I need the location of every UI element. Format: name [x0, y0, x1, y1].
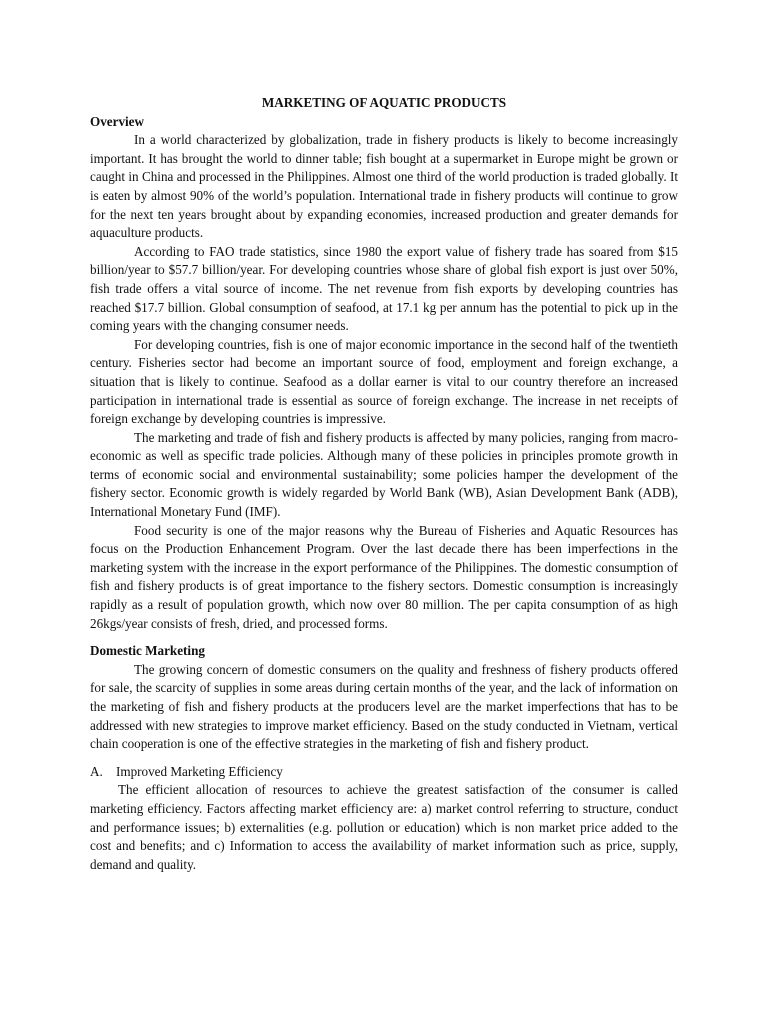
domestic-paragraph-1: The growing concern of domestic consumers on the quality and freshness of fishery products offered for sale, the scarcity of supplies in some areas during certain months of the year, and the lack of information on the marketing of fish and fishery products at the producers level are the market imperfections that has to be addressed with new strategies to improve market efficiency. Based on the study conducted in Vietnam, vertical chain cooperation is one of the effective strategies in the marketing of fish and fishery product.: [90, 661, 678, 752]
overview-paragraph-5: Food security is one of the major reasons why the Bureau of Fisheries and Aquatic Resources has focus on the Production Enhancement Program. Over the last decade there has been imperfections in the marketing system with the increase in the export performance of the Philippines. The domestic consumption of fish and fishery products is of great importance to the fishery sectors. Domestic consumption is increasingly rapidly as a result of population growth, which now over 80 million. The per capita consumption of as high 26kgs/year consists of fresh, dried, and processed forms.: [90, 522, 678, 631]
subsection-heading-a: [90, 763, 678, 782]
overview-paragraph-1: In a world characterized by globalization, trade in fishery products is likely to become increasingly important. It has brought the world to dinner table; fish bought at a supermarket in Europe might be grown or caught in China and processed in the Philippines. Almost one third of the world production is traded globally. It is eaten by almost 90% of the world’s population. International trade in fishery products will continue to grow for the next ten years brought about by expanding economies, increased production and greater demands for aquaculture products.: [90, 132, 678, 241]
overview-paragraph-2: According to FAO trade statistics, since 1980 the export value of fishery trade has soared from $15 billion/year to $57.7 billion/year. For developing countries whose share of global fish export is just over 50%, fish trade offers a vital source of income. The net revenue from fish exports by developing countries has reached $17.7 billion. Global consumption of seafood, at 17.1 kg per annum has the potential to pick up in the coming years with the changing consumer needs.: [90, 243, 678, 334]
document-title: MARKETING OF AQUATIC PRODUCTS: [261, 95, 507, 110]
section-heading-domestic-marketing: Domestic Marketing: [90, 643, 205, 659]
subsection-letter: A.: [90, 763, 103, 779]
overview-paragraph-3: For developing countries, fish is one of major economic importance in the second half of the twentieth century. Fisheries sector had become an important source of food, employment and foreign exchange, a situation that is likely to continue. Seafood as a dollar earner is vital to our country therefore an increased participation in international trade is essential as source of foreign exchange. The increase in net receipts of foreign exchange by developing countries is impressive.: [90, 336, 678, 427]
subsection-title: Improved Marketing Efficiency: [116, 763, 283, 779]
overview-paragraph-4: The marketing and trade of fish and fishery products is affected by many policies, ranging from macro-economic as well as specific trade policies. Although many of these policies in principles promote growth in terms of economic social and environmental sustainability; some policies hamper the development of the fishery sector. Economic growth is widely regarded by World Bank (WB), Asian Development Bank (ADB), International Monetary Fund (IMF).: [90, 429, 678, 520]
document-page: [90, 94, 678, 874]
section-heading-overview: Overview: [90, 113, 144, 129]
subsection-a-paragraph-1: The efficient allocation of resources to achieve the greatest satisfaction of the consumer is called marketing efficiency. Factors affecting market efficiency are: a) market control referring to structure, conduct and performance issues; b) externalities (e.g. pollution or education) which is non market price added to the cost and benefits; and c) Information to access the availability of market information such as price, supply, demand and quality.: [90, 782, 678, 872]
